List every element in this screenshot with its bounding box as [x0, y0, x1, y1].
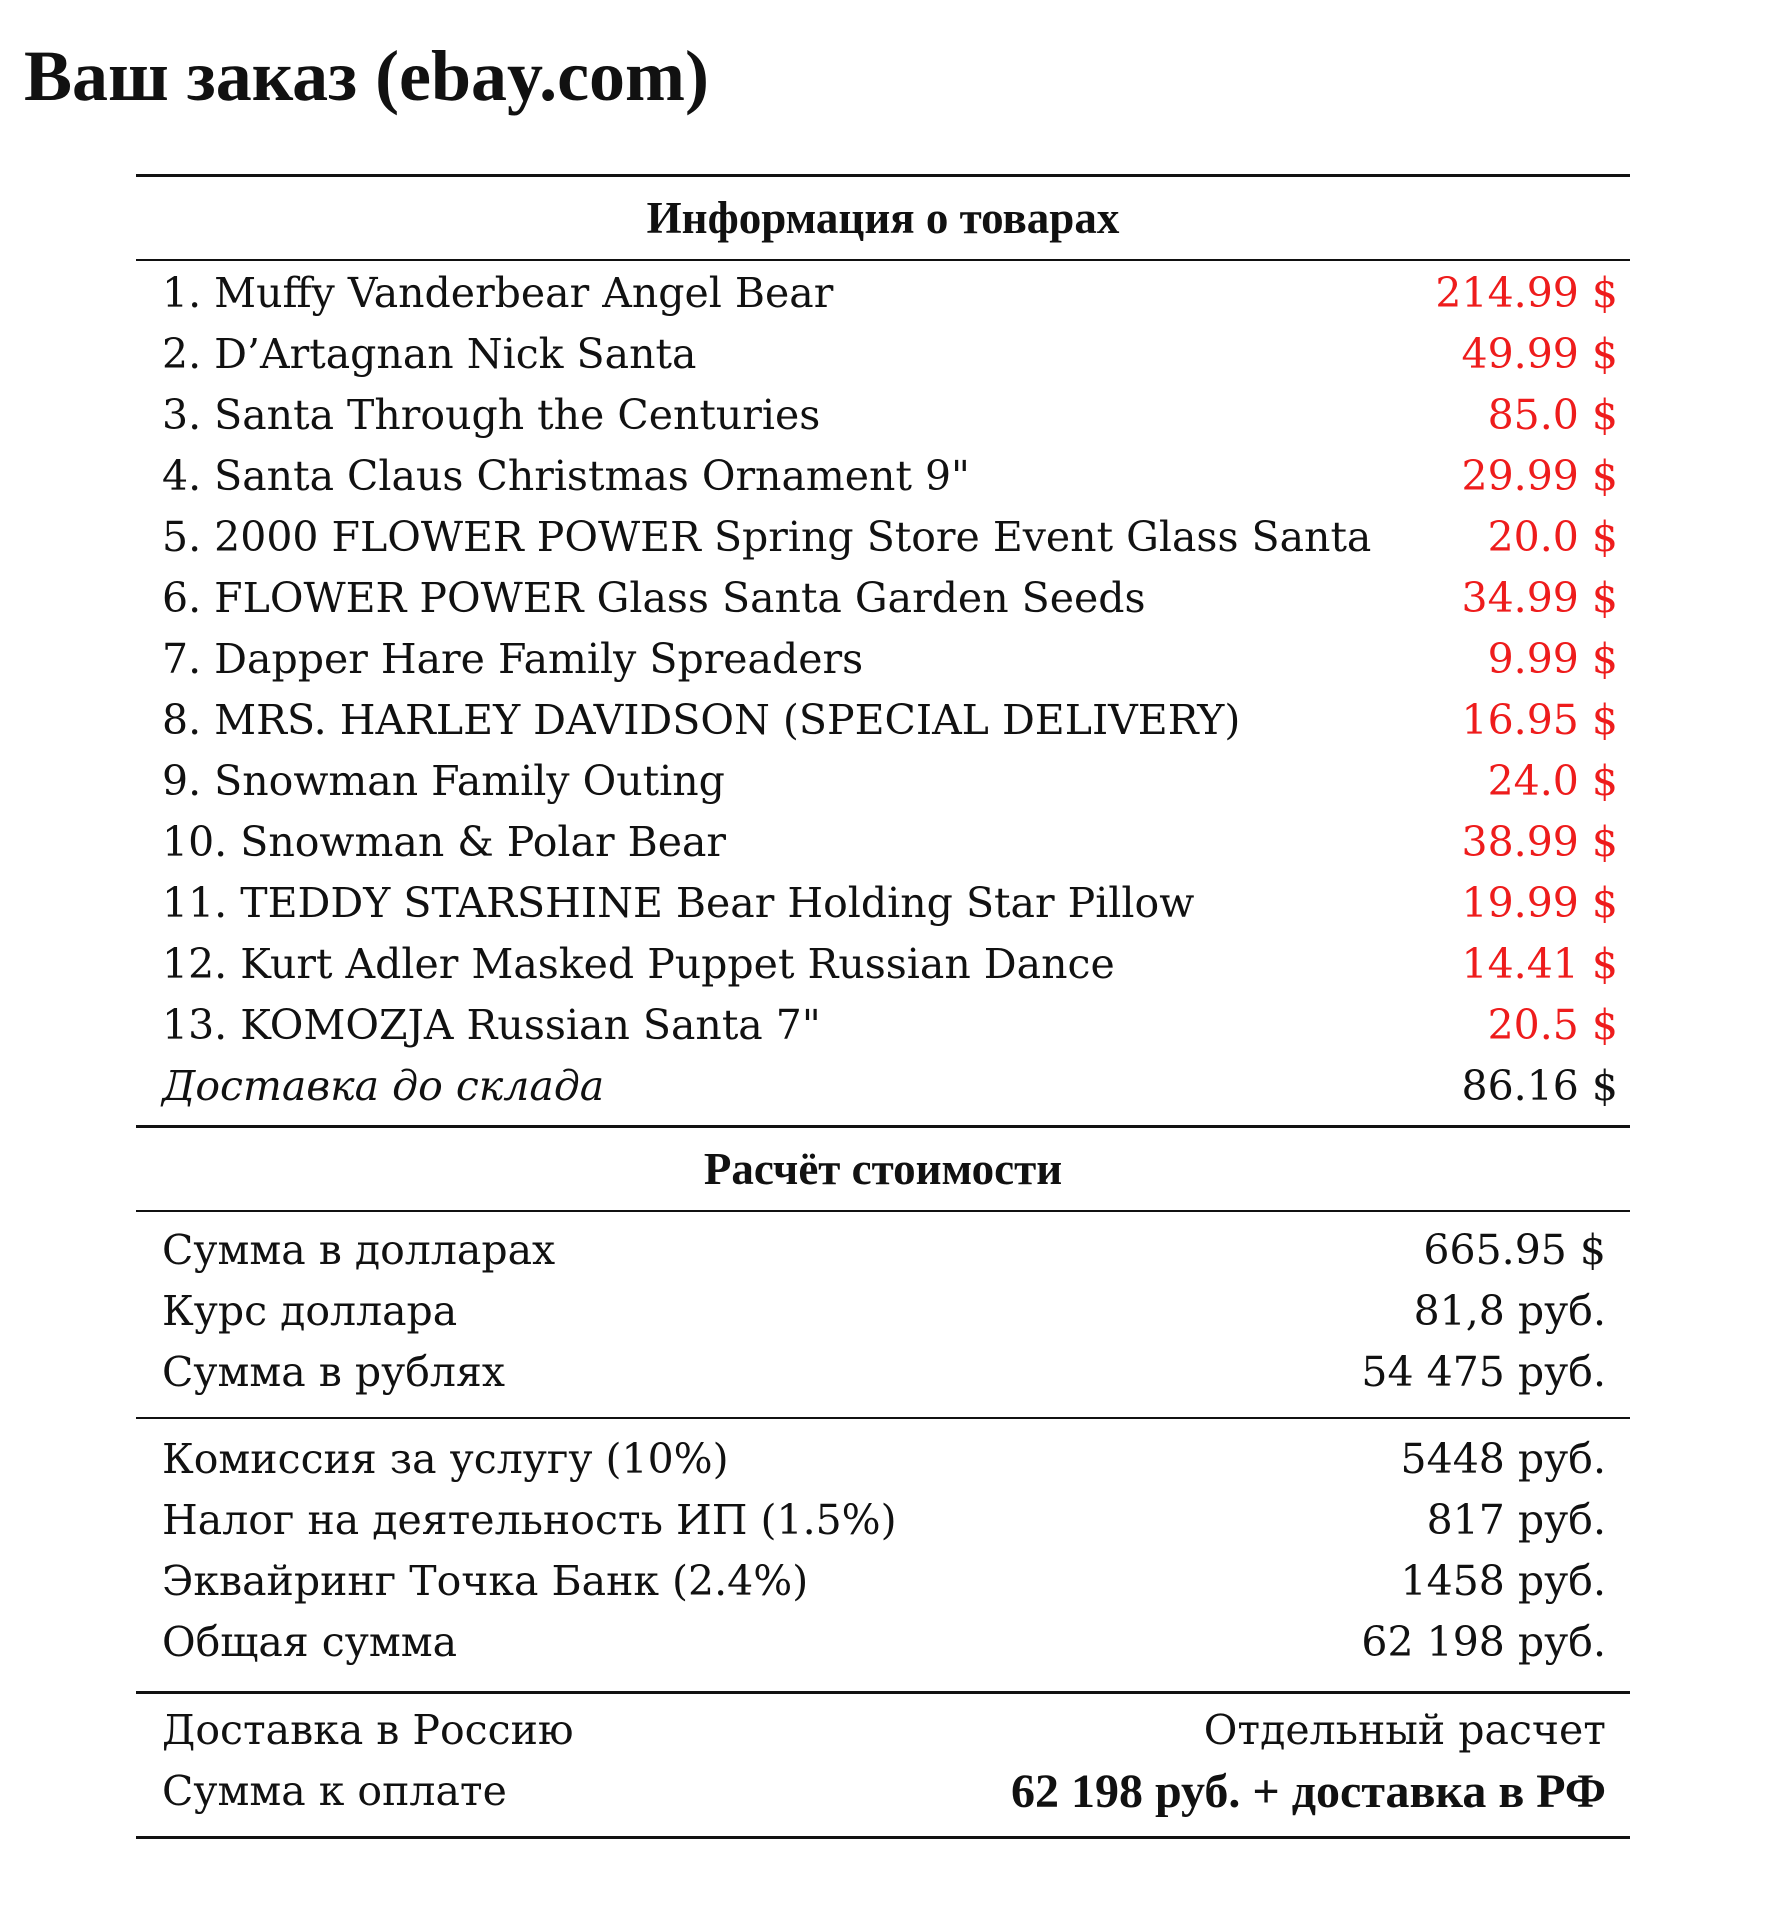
- item-price: 29.99 $: [1461, 452, 1618, 500]
- item-price: 38.99 $: [1461, 818, 1618, 866]
- commission-row: [136, 1429, 1630, 1490]
- total-value: 62 198 руб.: [1361, 1618, 1606, 1666]
- item-price: 20.0 $: [1487, 513, 1618, 561]
- delivery-russia-value: Отдельный расчет: [1203, 1706, 1606, 1754]
- sum-rub-label: Сумма в рублях: [162, 1348, 505, 1396]
- payment-block: [136, 1694, 1630, 1836]
- list-item: [136, 812, 1630, 873]
- list-item: [136, 385, 1630, 446]
- item-price: 14.41 $: [1461, 940, 1618, 988]
- shipping-to-warehouse-label: Доставка до склада: [162, 1062, 605, 1110]
- tax-row: [136, 1490, 1630, 1551]
- items-section-header: Информация о товарах: [646, 193, 1120, 243]
- item-price: 19.99 $: [1461, 879, 1618, 927]
- list-item: [136, 751, 1630, 812]
- item-name: 12. Kurt Adler Masked Puppet Russian Dance: [162, 940, 1115, 988]
- list-item: [136, 568, 1630, 629]
- rate-row: [136, 1281, 1630, 1342]
- item-name: 13. KOMOZJA Russian Santa 7": [162, 1001, 821, 1049]
- item-price: 85.0 $: [1487, 391, 1618, 439]
- to-pay-row: [136, 1761, 1630, 1822]
- calc-section-header: Расчёт стоимости: [703, 1144, 1063, 1194]
- item-name: 2. D’Artagnan Nick Santa: [162, 330, 697, 378]
- tax-value: 817 руб.: [1426, 1496, 1606, 1544]
- item-price: 9.99 $: [1487, 635, 1618, 683]
- item-price: 24.0 $: [1487, 757, 1618, 805]
- total-row: [136, 1612, 1630, 1673]
- list-item: [136, 995, 1630, 1056]
- sum-rub-value: 54 475 руб.: [1361, 1348, 1606, 1396]
- item-price: 20.5 $: [1487, 1001, 1618, 1049]
- list-item: [136, 263, 1630, 324]
- item-price: 214.99 $: [1435, 269, 1618, 317]
- conversion-block: [136, 1212, 1630, 1417]
- shipping-to-warehouse-row: [136, 1056, 1630, 1117]
- total-label: Общая сумма: [162, 1618, 458, 1666]
- bottom-rule: [136, 1836, 1630, 1839]
- shipping-to-warehouse-value: 86.16 $: [1461, 1062, 1618, 1110]
- item-name: 10. Snowman & Polar Bear: [162, 818, 727, 866]
- fees-block: [136, 1419, 1630, 1691]
- delivery-russia-label: Доставка в Россию: [162, 1706, 574, 1754]
- order-table: [136, 174, 1630, 1839]
- sum-usd-row: [136, 1220, 1630, 1281]
- acquiring-row: [136, 1551, 1630, 1612]
- sum-rub-row: [136, 1342, 1630, 1403]
- rate-label: Курс доллара: [162, 1287, 458, 1335]
- commission-label: Комиссия за услугу (10%): [162, 1435, 729, 1483]
- rate-value: 81,8 руб.: [1413, 1287, 1606, 1335]
- page-title: Ваш заказ (ebay.com): [24, 36, 709, 116]
- sum-usd-label: Сумма в долларах: [162, 1226, 556, 1274]
- item-name: 3. Santa Through the Centuries: [162, 391, 821, 439]
- item-name: 7. Dapper Hare Family Spreaders: [162, 635, 864, 683]
- item-price: 16.95 $: [1461, 696, 1618, 744]
- item-name: 4. Santa Claus Christmas Ornament 9": [162, 452, 970, 500]
- sum-usd-value: 665.95 $: [1423, 1226, 1606, 1274]
- to-pay-label: Сумма к оплате: [162, 1767, 507, 1815]
- item-price: 34.99 $: [1461, 574, 1618, 622]
- item-name: 5. 2000 FLOWER POWER Spring Store Event Glass Santa: [162, 513, 1372, 561]
- list-item: [136, 629, 1630, 690]
- commission-value: 5448 руб.: [1400, 1435, 1606, 1483]
- item-price: 49.99 $: [1461, 330, 1618, 378]
- acquiring-label: Эквайринг Точка Банк (2.4%): [162, 1557, 809, 1605]
- list-item: [136, 873, 1630, 934]
- items-list: [136, 261, 1630, 1125]
- item-name: 1. Muffy Vanderbear Angel Bear: [162, 269, 834, 317]
- list-item: [136, 324, 1630, 385]
- acquiring-value: 1458 руб.: [1400, 1557, 1606, 1605]
- to-pay-value: 62 198 руб. + доставка в РФ: [1010, 1765, 1606, 1818]
- list-item: [136, 690, 1630, 751]
- tax-label: Налог на деятельность ИП (1.5%): [162, 1496, 897, 1544]
- list-item: [136, 446, 1630, 507]
- item-name: 6. FLOWER POWER Glass Santa Garden Seeds: [162, 574, 1146, 622]
- item-name: 11. TEDDY STARSHINE Bear Holding Star Pillow: [162, 879, 1195, 927]
- item-name: 8. MRS. HARLEY DAVIDSON (SPECIAL DELIVERY): [162, 696, 1241, 744]
- item-name: 9. Snowman Family Outing: [162, 757, 725, 805]
- list-item: [136, 507, 1630, 568]
- list-item: [136, 934, 1630, 995]
- delivery-russia-row: [136, 1700, 1630, 1761]
